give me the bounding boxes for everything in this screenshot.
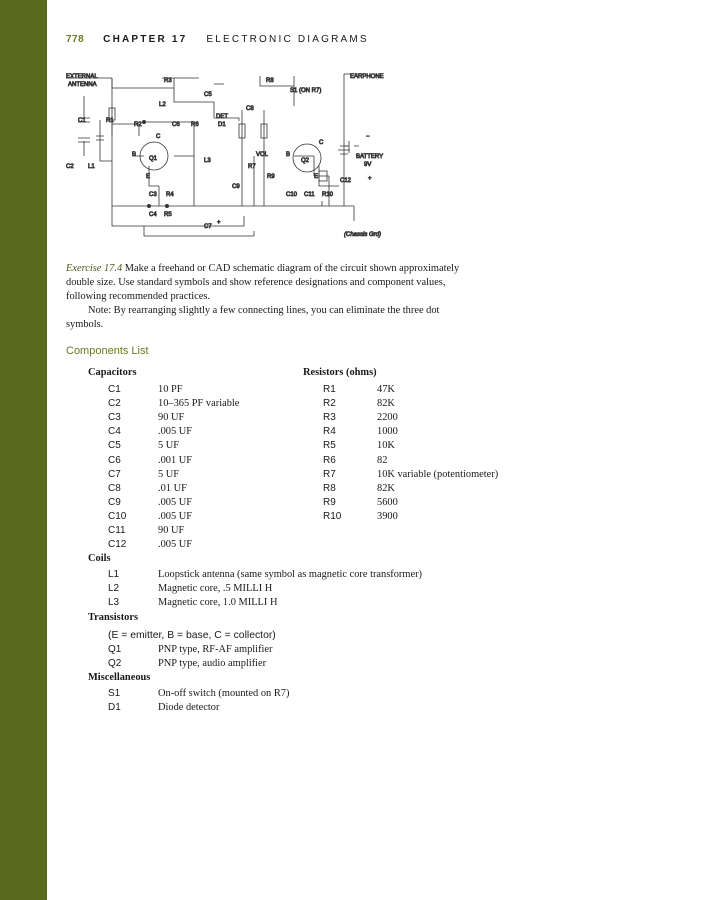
label-c7: C7 [204,224,212,230]
running-head [66,34,369,45]
exercise-paragraph [66,262,466,304]
component-value: 82K [377,482,395,494]
component-value: .005 UF [158,510,193,522]
label-r2: R2 [134,122,142,128]
label-r10: R10 [322,192,334,198]
component-value: PNP type, RF-AF amplifier [158,644,273,655]
component-value: .001 UF [158,454,193,466]
resistors-heading: Resistors (ohms) [303,367,377,378]
label-c-q2: C [319,140,324,146]
label-r4: R4 [166,192,174,198]
wire [144,206,354,236]
component-value: 47K [377,384,395,395]
component-value: 10K variable (potentiometer) [377,468,499,480]
label-antenna: ANTENNA [68,82,97,88]
reference-designation: R6 [323,454,336,466]
component-value: Loopstick antenna (same symbol as magnetic core transformer) [158,569,423,580]
label-c10: C10 [286,192,298,198]
label-c8: C8 [246,106,254,112]
label-r8: R8 [266,78,274,84]
junction-dot [142,120,145,123]
wire [344,74,364,206]
label-e-q2: E [314,174,319,180]
reference-designation: C3 [108,412,121,424]
component-value: PNP type, audio amplifier [158,658,267,669]
component-value: 10 PF [158,384,183,395]
label-c1: C1 [78,118,86,124]
wire [112,206,244,226]
capacitors-heading: Capacitors [88,367,137,378]
component-value: 2200 [377,412,398,424]
transistor-legend: (E = emitter, B = base, C = collector) [108,630,276,641]
label-c2: C2 [66,164,74,170]
component-value: Magnetic core, 1.0 MILLI H [158,597,278,608]
component-value: 5600 [377,496,398,508]
wire [149,166,339,206]
miscellaneous-heading: Miscellaneous [88,672,151,683]
label-q2: Q2 [301,158,310,164]
label-b-q2: B [286,152,291,158]
component-value: .005 UF [158,539,193,551]
transistors-heading: Transistors [88,612,139,623]
component-value: 10–365 PF variable [158,398,240,410]
reference-designation: Q2 [108,658,122,669]
coils-heading: Coils [88,553,111,564]
reference-designation: R2 [323,398,336,410]
label-b-q1: B [132,152,137,158]
reference-designation: C10 [108,510,127,522]
component-value: 5 UF [158,468,180,480]
reference-designation: R10 [323,510,342,522]
reference-designation: R3 [323,412,336,424]
reference-designation: R4 [323,426,336,438]
label-r3: R3 [164,78,172,84]
exercise-note: Note: By rearranging slightly a few connecting lines, you can eliminate the three dot symbols. [66,305,440,330]
component-value: 82K [377,398,395,410]
reference-designation: C12 [108,539,127,551]
label-c6: C6 [172,122,180,128]
chapter-title: ELECTRONIC DIAGRAMS [206,34,369,45]
reference-designation: C5 [108,440,121,452]
component-value: 1000 [377,426,398,438]
component-value: Magnetic core, .5 MILLI H [158,583,273,594]
reference-designation: R1 [323,384,336,395]
label-c4: C4 [149,212,157,218]
reference-designation: S1 [108,688,121,699]
reference-designation: R9 [323,496,336,508]
label-l3: L3 [204,158,211,164]
component-value: .005 UF [158,496,193,508]
label-l2: L2 [159,102,166,108]
label-c12: C12 [340,178,352,184]
label-c7-plus: + [217,220,221,226]
label-c5: C5 [204,92,212,98]
label-c11: C11 [304,192,315,198]
label-battery-volts: 9V [364,162,372,168]
component-value: Diode detector [158,702,220,713]
label-r7: R7 [248,164,256,170]
reference-designation: C4 [108,426,121,438]
label-e-q1: E [146,174,151,180]
junction-dot [165,204,168,207]
chapter-label: CHAPTER 17 [103,34,188,45]
label-external: EXTERNAL [66,74,98,80]
reference-designation: C6 [108,454,121,466]
label-s1: S1 (ON R7) [290,88,322,94]
label-q1: Q1 [149,156,158,162]
component-value: 90 UF [158,412,185,424]
component-value: 82 [377,454,388,466]
reference-designation: R7 [323,468,336,480]
circuit-schematic [64,66,404,246]
components-list-title: Components List [66,345,149,357]
label-battery-minus: − [366,134,370,140]
reference-designation: D1 [108,702,121,713]
reference-designation: C2 [108,398,121,410]
reference-designation: L2 [108,583,120,594]
reference-designation: L1 [108,569,120,580]
component-value: .01 UF [158,482,187,494]
exercise-label: Exercise 17.4 [66,263,123,274]
schematic-drawing [64,66,404,246]
exercise-text: Make a freehand or CAD schematic diagram of the circuit shown approximately double size. Use standard symbols and show reference designations and component values, following recommended practices. [66,263,460,302]
reference-designation: R5 [323,440,336,452]
reference-designation: Q1 [108,644,122,655]
component-value: 5 UF [158,440,180,452]
component-value: 3900 [377,510,398,522]
page-margin-band [0,0,47,900]
component-value: 90 UF [158,525,185,536]
reference-designation: C11 [108,525,126,536]
wire [134,156,329,206]
component-value: 10K [377,440,395,452]
label-earphone: EARPHONE [350,74,384,80]
label-r5: R5 [164,212,172,218]
reference-designation: C9 [108,496,121,508]
page-number: 778 [66,34,85,45]
junction-dot [147,204,150,207]
label-r6: R6 [191,122,199,128]
reference-designation: R8 [323,482,336,494]
label-battery-plus: + [368,176,372,182]
component-value: .005 UF [158,426,193,438]
label-l1: L1 [88,164,95,170]
label-r9: R9 [267,174,275,180]
label-c3: C3 [149,192,157,198]
label-c-q1: C [156,134,161,140]
reference-designation: C1 [108,384,121,395]
label-r1: R1 [106,118,114,124]
wire [162,76,294,106]
label-d1: D1 [218,122,226,128]
label-c9: C9 [232,184,240,190]
label-vol: VOL [256,152,269,158]
reference-designation: C7 [108,468,121,480]
reference-designation: C8 [108,482,121,494]
label-battery: BATTERY [356,154,384,160]
label-det: DET [216,114,228,120]
exercise-block [66,262,466,332]
label-chassis-ground: (Chassis Grd) [344,232,382,238]
reference-designation: L3 [108,597,120,608]
component-value: On-off switch (mounted on R7) [158,688,290,699]
